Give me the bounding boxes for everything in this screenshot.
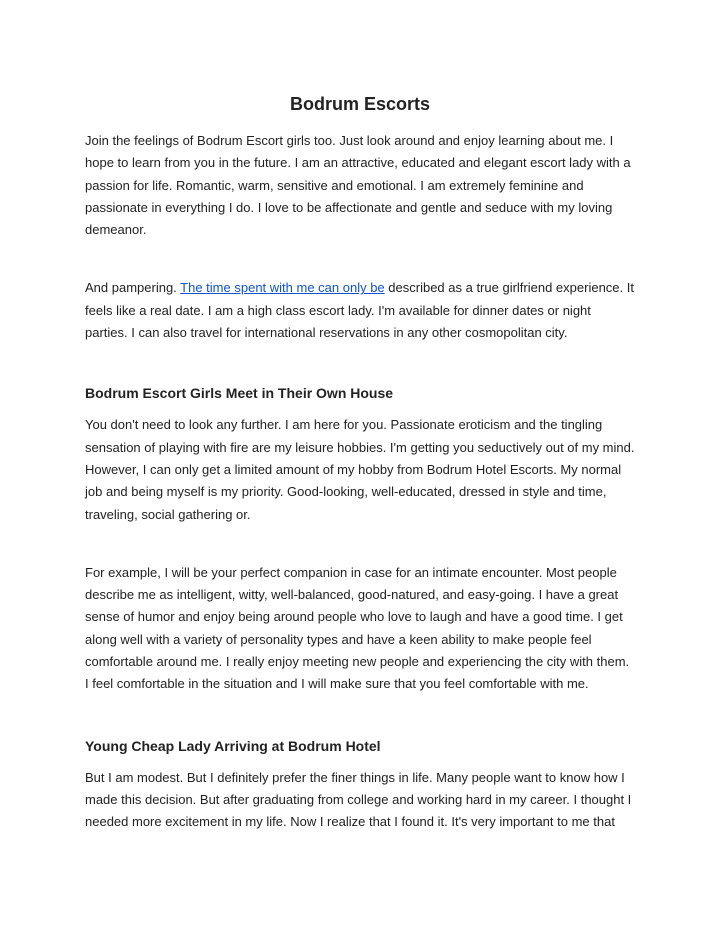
inline-link[interactable]: The time spent with me can only be — [180, 280, 385, 296]
section-heading-hotel: Young Cheap Lady Arriving at Bodrum Hotel — [85, 737, 381, 754]
paragraph-text-after-link: described as a true girlfriend experience. It feels like a real date. I am a high class escort lady. I'm available for dinner dates or night parties. I can also travel for international reservations in any other cosmopolitan city. — [85, 280, 634, 341]
paragraph-pampering — [85, 277, 635, 344]
paragraph-modest: But I am modest. But I definitely prefer the finer things in life. Many people want to know how I made this decision. But after graduating from college and working hard in my career. I thought I needed more excitement in my life. Now I realize that I found it. It's very important to me that — [85, 769, 632, 830]
paragraph-text-before-link: And pampering. — [85, 280, 181, 296]
paragraph-companion: For example, I will be your perfect companion in case for an intimate encounter. Most people describe me as intelligent, witty, well-balanced, good-natured, and easy-going. I have a great sense of humor and enjoy being around people who love to laugh and have a good time. I get along well with a variety of personality types and have a keen ability to make people feel comfortable around me. I really enjoy meeting new people and experiencing the city with them. I feel comfortable in the situation and I will make sure that you feel comfortable with me. — [85, 564, 630, 692]
page-title: Bodrum Escorts — [289, 94, 431, 114]
section-heading-house: Bodrum Escort Girls Meet in Their Own House — [85, 385, 394, 402]
paragraph-intro: Join the feelings of Bodrum Escort girls too. Just look around and enjoy learning about me. I hope to learn from you in the future. I am an attractive, educated and elegant escort lady with a passion for life. Romantic, warm, sensitive and emotional. I am extremely feminine and passionate in everything I do. I love to be affectionate and gentle and seduce with my loving demeanor. — [85, 133, 631, 238]
paragraph-hobbies: You don't need to look any further. I am here for you. Passionate eroticism and the tingling sensation of playing with fire are my leisure hobbies. I'm getting you seductively out of my mind. However, I can only get a limited amount of my hobby from Bodrum Hotel Escorts. My normal job and being myself is my priority. Good-looking, well-educated, dressed in style and time, traveling, social gathering or. — [85, 417, 635, 522]
